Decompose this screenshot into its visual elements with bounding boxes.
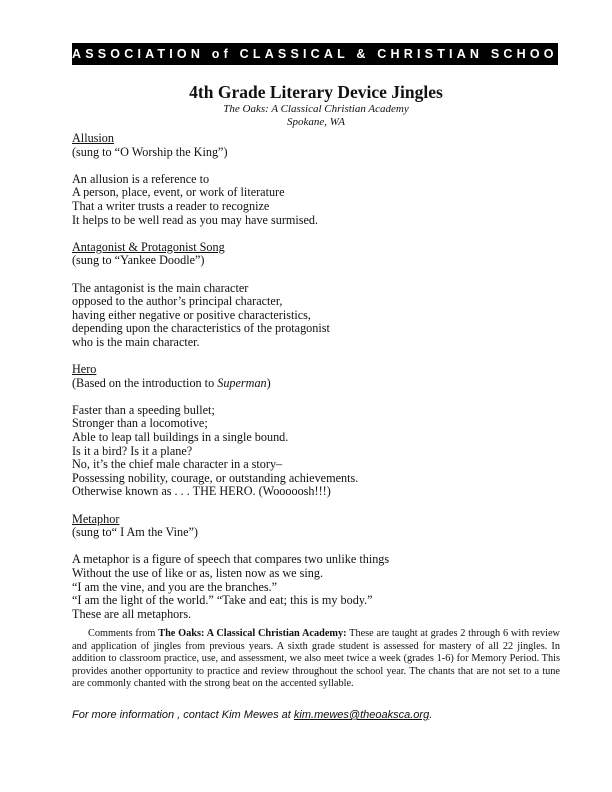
verse-line: “I am the vine, and you are the branches.” <box>72 579 278 594</box>
tune-suffix: ) <box>266 375 271 390</box>
verse-line: Possessing nobility, courage, or outstanding achievements. <box>72 470 359 485</box>
section-hero <box>72 363 552 499</box>
section-tune <box>72 377 552 391</box>
comments-lead: Comments from <box>88 628 159 639</box>
page-title: 4th Grade Literary Device Jingles <box>189 82 443 102</box>
tune-italic: Superman <box>217 375 267 390</box>
verse-line: Otherwise known as . . . THE HERO. (Wooooosh!!!) <box>72 484 331 499</box>
section-title: Metaphor <box>72 511 120 526</box>
section-title: Hero <box>72 362 97 377</box>
contact-text: For more information , contact Kim Mewes at <box>72 709 294 721</box>
section-allusion <box>72 132 552 227</box>
verse-line: Stronger than a locomotive; <box>72 416 208 431</box>
verse-line: depending upon the characteristics of the protagonist <box>72 321 330 336</box>
verse-line: These are all metaphors. <box>72 606 192 621</box>
verse-line: Able to leap tall buildings in a single bound. <box>72 430 289 445</box>
verse-line: That a writer trusts a reader to recognize <box>72 198 270 213</box>
contact-end: . <box>429 709 433 721</box>
comments-text: These are taught at grades 2 through 6 with review and application of jingles from previous years. A sixth grade student is assessed for mastery of all 22 jingles. In addition to classroom practice, use, and assessment, we also meet twice a week (grades 1-6) for Memory Period. This provides another opportunity to practice and review throughout the school year. The chants that are not set to a tune are commonly chanted with the strong beat on the accented syllable. <box>72 628 560 690</box>
section-metaphor <box>72 513 552 622</box>
verse-line: No, it’s the chief male character in a story– <box>72 457 283 472</box>
verse-line: A metaphor is a figure of speech that compares two unlike things <box>72 552 390 567</box>
school-location: Spokane, WA <box>287 116 345 128</box>
comments-paragraph <box>72 628 560 691</box>
association-banner: ASSOCIATION of CLASSICAL & CHRISTIAN SCHOOLS <box>72 43 558 65</box>
section-tune: (sung to “Yankee Doodle”) <box>72 253 205 268</box>
section-title: Allusion <box>72 131 114 145</box>
verse-line: Is it a bird? Is it a plane? <box>72 443 193 458</box>
verse-line: opposed to the author’s principal character, <box>72 294 283 309</box>
section-tune: (sung to“ I Am the Vine”) <box>72 525 198 540</box>
school-name: The Oaks: A Classical Christian Academy <box>223 103 409 115</box>
verse-line: The antagonist is the main character <box>72 280 249 295</box>
comments-school-name: The Oaks: A Classical Christian Academy: <box>158 628 347 639</box>
verse-line: Without the use of like or as, listen now as we sing. <box>72 566 324 580</box>
verse-line: Faster than a speeding bullet; <box>72 402 215 417</box>
section-title: Antagonist & Protagonist Song <box>72 239 225 254</box>
section-tune: (sung to “O Worship the King”) <box>72 144 228 159</box>
contact-email-link[interactable]: kim.mewes@theoaksca.org <box>293 709 430 721</box>
tune-prefix: (Based on the introduction to <box>72 375 218 390</box>
verse-line: It helps to be well read as you may have surmised. <box>72 212 319 227</box>
verse-line: having either negative or positive characteristics, <box>72 307 311 322</box>
verse-line: who is the main character. <box>72 334 200 349</box>
verse-line: An allusion is a reference to <box>72 171 210 186</box>
contact-footer <box>72 709 552 721</box>
verse-line: A person, place, event, or work of literature <box>72 185 285 200</box>
section-antagonist-protagonist <box>72 241 552 350</box>
jingles-body <box>72 132 552 621</box>
verse-line: “I am the light of the world.” “Take and eat; this is my body.” <box>72 593 373 608</box>
